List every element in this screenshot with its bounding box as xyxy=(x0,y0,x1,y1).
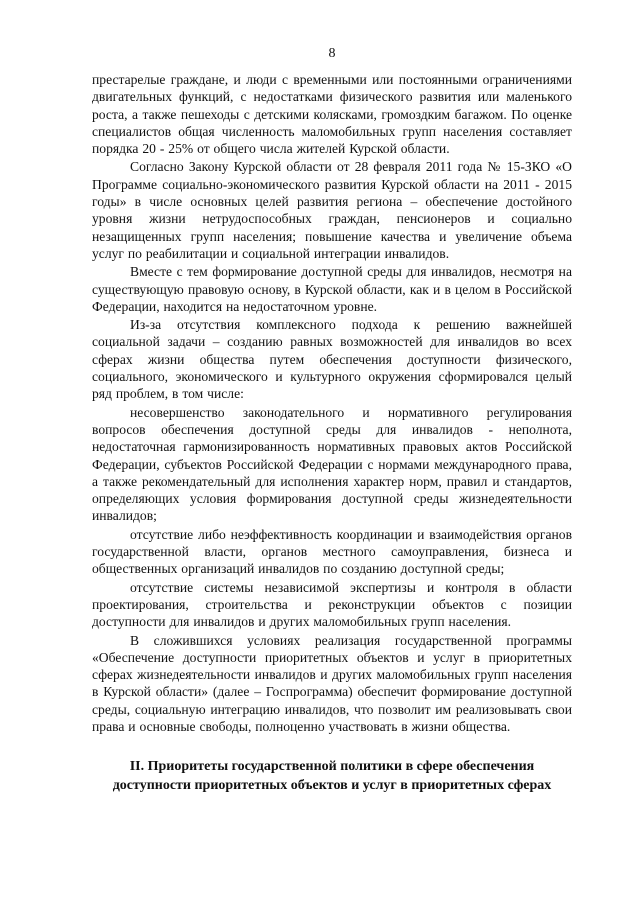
paragraph-6: отсутствие либо неэффективность координации и взаимодействия органов государственной власти, органов местного самоуправления, бизнеса и общественных организаций инвалидов по созданию доступной среды; xyxy=(92,526,572,577)
page-number: 8 xyxy=(328,46,336,61)
section-heading-line-2: доступности приоритетных объектов и услуг в приоритетных сферах xyxy=(112,778,552,794)
paragraph-4: Из-за отсутствия комплексного подхода к решению важнейшей социальной задачи – созданию равных возможностей для инвалидов во всех сферах жизни общества путем обеспечения доступности физического, социального, экономического и культурного окружения сформировался целый ряд проблем, в том числе: xyxy=(92,317,572,402)
section-heading xyxy=(92,757,572,795)
paragraph-5: несовершенство законодательного и нормативного регулирования вопросов обеспечения доступной среды для инвалидов - неполнота, недостаточная гармонизированность нормативных правовых актов Российской Федерации, субъектов Российской Федерации с нормами международного права, а также рекомендательный для исполнения характер норм, правил и стандартов, определяющих условия формирования доступной среды жизнедеятельности инвалидов; xyxy=(92,404,572,524)
paragraph-2: Согласно Закону Курской области от 28 февраля 2011 года № 15-ЗКО «О Программе социально-экономического развития Курской области на 2011 - 2015 годы» в числе основных целей развития региона – обеспечение достойного уровня жизни нетрудоспособных граждан, пенсионеров и социально незащищенных групп населения; повышение качества и увеличение объема услуг по реабилитации и социальной интеграции инвалидов. xyxy=(92,159,572,261)
section-heading-line-1: II. Приоритеты государственной политики в сфере обеспечения xyxy=(129,759,535,775)
body-text xyxy=(92,71,572,735)
paragraph-1: престарелые граждане, и люди с временными или постоянными ограничениями двигательных функций, с недостатками физического развития или маленького роста, а также пешеходы с детскими колясками, громоздким багажом. По оценке специалистов общая численность маломобильных групп населения составляет порядка 20 - 25% от общего числа жителей Курской области. xyxy=(92,72,572,157)
paragraph-8: В сложившихся условиях реализация государственной программы «Обеспечение доступности приоритетных объектов и услуг в приоритетных сферах жизнедеятельности инвалидов и других маломобильных групп населения в Курской области» (далее – Госпрограмма) обеспечит формирование доступной среды, социальную интеграцию инвалидов, что позволит им реализовывать свои права и основные свободы, полноценно участвовать в жизни общества. xyxy=(92,632,572,734)
paragraph-7: отсутствие системы независимой экспертизы и контроля в области проектирования, строительства и реконструкции объектов с позиции доступности для инвалидов и других маломобильных групп населения. xyxy=(92,579,572,630)
paragraph-3: Вместе с тем формирование доступной среды для инвалидов, несмотря на существующую правовую основу, в Курской области, как и в целом в Российской Федерации, находится на недостаточном уровне. xyxy=(92,264,572,314)
